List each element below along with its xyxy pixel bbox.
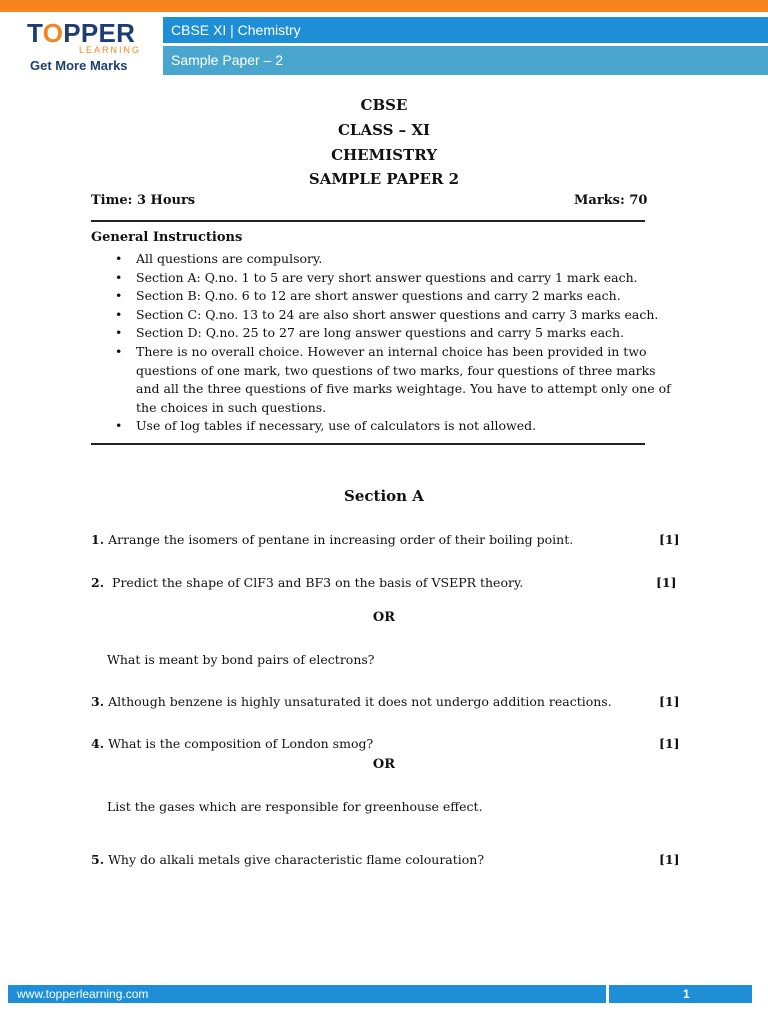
question-1 [91,531,573,549]
footer-website-link[interactable]: www.topperlearning.com [17,987,149,1001]
question-text: What is the composition of London smog? [108,736,374,751]
logo-tagline: Get More Marks [30,58,128,73]
question-3 [91,693,612,711]
question-text: Why do alkali metals give characteristic flame colouration? [108,852,485,867]
title-class: CLASS – XI [337,121,431,139]
question-number: 3. [91,694,105,709]
title-board: CBSE [360,96,408,114]
question-4 [91,735,373,753]
instruction-item: • Section C: Q.no. 13 to 24 are also short answer questions and carry 3 marks each. [115,306,680,325]
footer-bar [8,985,752,1003]
question-number: 5. [91,852,105,867]
question-number: 2. [91,575,105,590]
time-allowed: Time: 3 Hours [91,193,196,208]
instruction-item: • Use of log tables if necessary, use of calculators is not allowed. [115,417,680,436]
question-2-alternative: What is meant by bond pairs of electrons? [107,652,375,667]
section-a-heading: Section A [344,487,424,505]
title-paper: SAMPLE PAPER 2 [308,170,460,188]
divider-top [91,220,645,222]
question-5-marks: [1] [659,852,680,867]
footer-separator [606,985,609,1003]
question-2 [91,574,523,592]
instruction-item: • All questions are compulsory. [115,250,680,269]
instruction-item: • Section D: Q.no. 25 to 27 are long answer questions and carry 5 marks each. [115,324,680,343]
question-text: Predict the shape of ClF3 and BF3 on the basis of VSEPR theory. [108,575,524,590]
question-text: Arrange the isomers of pentane in increasing order of their boiling point. [108,532,574,547]
header-paper-bar: Sample Paper – 2 [163,46,768,75]
header-subject-bar: CBSE XI | Chemistry [163,17,768,43]
question-4-alternative: List the gases which are responsible for greenhouse effect. [107,799,483,814]
or-divider: OR [372,757,396,772]
general-instructions-list [115,250,680,436]
title-subject: CHEMISTRY [331,146,437,164]
top-accent-strip [0,0,768,12]
question-3-marks: [1] [659,694,680,709]
divider-bottom [91,443,645,445]
instruction-item: • Section A: Q.no. 1 to 5 are very short answer questions and carry 1 mark each. [115,269,680,288]
topper-logo[interactable] [27,18,142,76]
question-text: Although benzene is highly unsaturated it does not undergo addition reactions. [108,694,612,709]
max-marks: Marks: 70 [574,193,648,208]
general-instructions-heading: General Instructions [91,230,243,245]
question-2-marks: [1] [656,575,677,590]
question-number: 4. [91,736,105,751]
question-1-marks: [1] [659,532,680,547]
or-divider: OR [372,610,396,625]
question-number: 1. [91,532,105,547]
instruction-item: • Section B: Q.no. 6 to 12 are short answer questions and carry 2 marks each. [115,287,680,306]
question-5 [91,851,484,869]
page-number: 1 [683,987,690,1001]
question-4-marks: [1] [659,736,680,751]
logo-wordmark: TOPPER [27,18,136,48]
logo-subtitle: LEARNING [79,45,142,55]
instruction-item: • There is no overall choice. However an internal choice has been provided in two questions of one mark, two questions of two marks, four questions of three marks and all the three questions of five marks weightage. You have to attempt only one of the choices in such questions. [115,343,680,417]
